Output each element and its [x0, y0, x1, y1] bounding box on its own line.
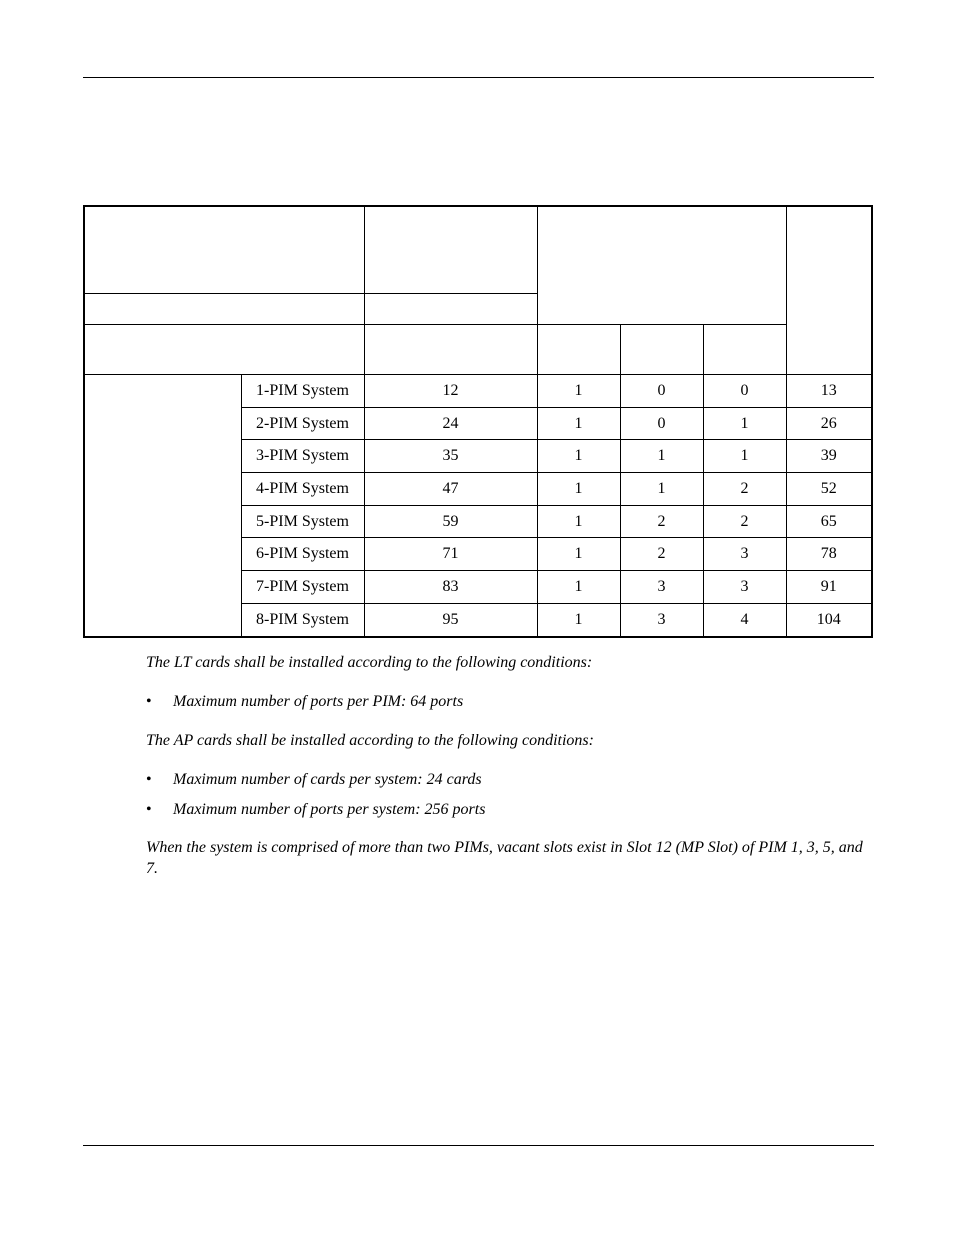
- value-cell: 1: [537, 571, 620, 604]
- value-cell: 1: [537, 505, 620, 538]
- value-cell: 2: [620, 505, 703, 538]
- value-cell: 3: [620, 603, 703, 636]
- total-cell: 13: [786, 375, 872, 408]
- header-rule: [83, 77, 874, 78]
- vacant-slots-note: When the system is comprised of more than two PIMs, vacant slots exist in Slot 12 (MP Slot) of PIM 1, 3, 5, and 7.: [146, 839, 863, 877]
- system-name-cell: 6-PIM System: [241, 538, 364, 571]
- value-cell: 71: [364, 538, 537, 571]
- value-cell: 1: [537, 440, 620, 473]
- value-cell: 4: [703, 603, 786, 636]
- header-cell: [364, 294, 537, 325]
- value-cell: 1: [537, 473, 620, 506]
- list-item-text: Maximum number of ports per PIM: 64 ports: [173, 693, 464, 710]
- total-cell: 39: [786, 440, 872, 473]
- card-configuration-table: [83, 205, 873, 638]
- bullet-icon: •: [146, 693, 152, 710]
- table-body: [84, 375, 872, 637]
- system-name-cell: 2-PIM System: [241, 407, 364, 440]
- value-cell: 3: [620, 571, 703, 604]
- bullet-icon: •: [146, 771, 152, 788]
- value-cell: 1: [537, 407, 620, 440]
- total-cell: 52: [786, 473, 872, 506]
- value-cell: 1: [703, 407, 786, 440]
- header-cell: [84, 294, 364, 325]
- value-cell: 35: [364, 440, 537, 473]
- header-cell: [786, 206, 872, 375]
- value-cell: 3: [703, 538, 786, 571]
- value-cell: 0: [620, 407, 703, 440]
- value-cell: 95: [364, 603, 537, 636]
- header-cell: [537, 206, 786, 325]
- total-cell: 104: [786, 603, 872, 636]
- value-cell: 1: [537, 375, 620, 408]
- header-cell: [84, 206, 364, 294]
- header-cell: [84, 325, 364, 375]
- total-cell: 91: [786, 571, 872, 604]
- header-cell: [537, 325, 620, 375]
- header-cell: [620, 325, 703, 375]
- ap-conditions-intro: The AP cards shall be installed according to the following conditions:: [146, 732, 594, 749]
- system-name-cell: 1-PIM System: [241, 375, 364, 408]
- system-name-cell: 7-PIM System: [241, 571, 364, 604]
- header-cell: [364, 325, 537, 375]
- system-name-cell: 5-PIM System: [241, 505, 364, 538]
- bullet-icon: •: [146, 801, 152, 818]
- value-cell: 59: [364, 505, 537, 538]
- lt-conditions-intro: The LT cards shall be installed according to the following conditions:: [146, 654, 593, 671]
- system-name-cell: 4-PIM System: [241, 473, 364, 506]
- system-name-cell: 3-PIM System: [241, 440, 364, 473]
- value-cell: 0: [620, 375, 703, 408]
- total-cell: 78: [786, 538, 872, 571]
- value-cell: 2: [703, 473, 786, 506]
- system-name-cell: 8-PIM System: [241, 603, 364, 636]
- list-item-text: Maximum number of ports per system: 256 ports: [173, 801, 486, 818]
- list-item-text: Maximum number of cards per system: 24 cards: [173, 771, 482, 788]
- value-cell: 1: [620, 440, 703, 473]
- value-cell: 1: [703, 440, 786, 473]
- footer-rule: [83, 1145, 874, 1146]
- value-cell: 3: [703, 571, 786, 604]
- group-cell: [84, 375, 241, 637]
- value-cell: 24: [364, 407, 537, 440]
- value-cell: 2: [620, 538, 703, 571]
- header-cell: [703, 325, 786, 375]
- header-cell: [364, 206, 537, 294]
- total-cell: 65: [786, 505, 872, 538]
- value-cell: 83: [364, 571, 537, 604]
- table-row: [84, 375, 872, 408]
- value-cell: 12: [364, 375, 537, 408]
- value-cell: 1: [620, 473, 703, 506]
- value-cell: 2: [703, 505, 786, 538]
- value-cell: 1: [537, 603, 620, 636]
- total-cell: 26: [786, 407, 872, 440]
- value-cell: 47: [364, 473, 537, 506]
- value-cell: 1: [537, 538, 620, 571]
- value-cell: 0: [703, 375, 786, 408]
